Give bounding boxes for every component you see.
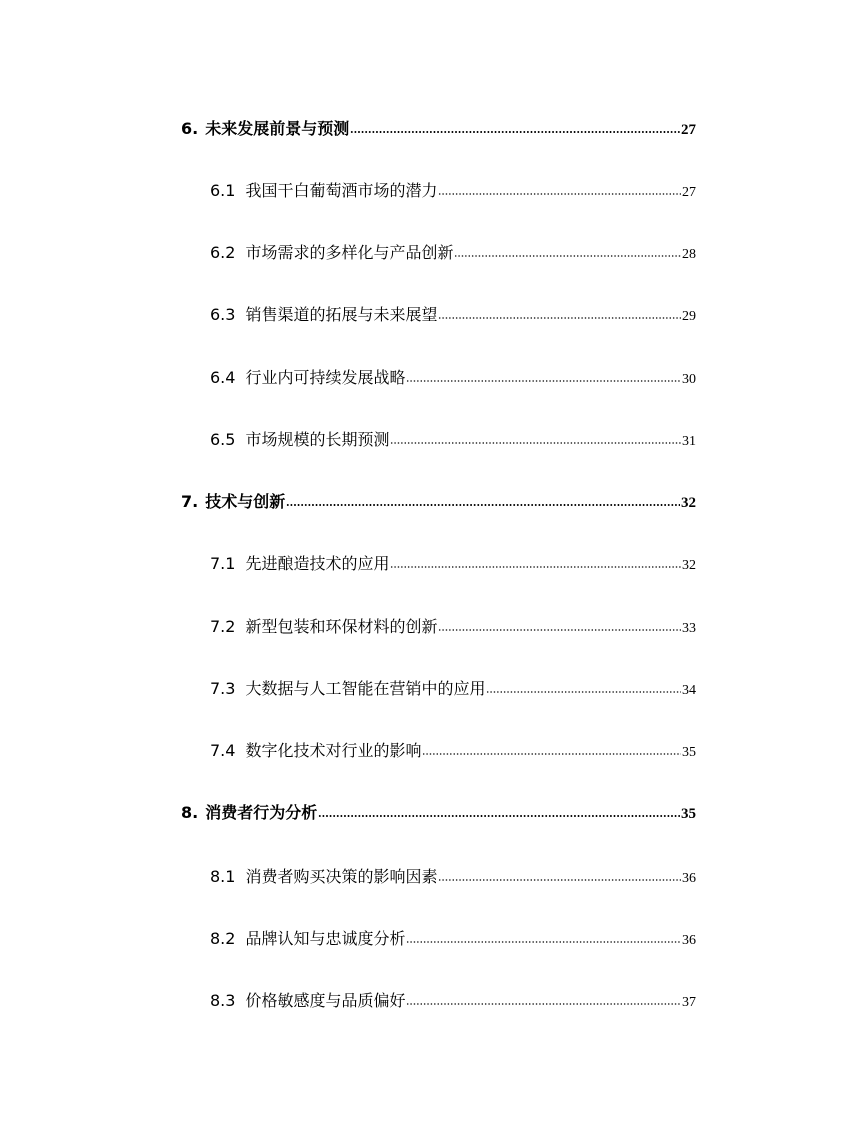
toc-entry-7-2[interactable] xyxy=(210,614,696,640)
toc-entry-number: 6. xyxy=(181,119,199,138)
toc-entry-number: 8.2 xyxy=(210,929,236,948)
toc-entry-number: 7.2 xyxy=(210,617,236,636)
toc-entry-7-4[interactable] xyxy=(210,738,696,764)
toc-entry-6-5[interactable] xyxy=(210,427,696,453)
toc-entry-page: 34 xyxy=(682,683,696,698)
toc-entry-page: 27 xyxy=(681,122,696,138)
toc-entry-chapter-6[interactable] xyxy=(181,116,696,142)
dot-leader xyxy=(350,131,680,133)
dot-leader xyxy=(438,193,681,195)
dot-leader xyxy=(406,380,681,382)
dot-leader xyxy=(438,879,681,881)
toc-entry-number: 7.3 xyxy=(210,679,236,698)
toc-entry-number: 6.3 xyxy=(210,305,236,324)
toc-entry-number: 6.2 xyxy=(210,243,236,262)
toc-entry-page: 30 xyxy=(682,372,696,387)
toc-entry-number: 8.1 xyxy=(210,867,236,886)
toc-entry-title: 大数据与人工智能在营销中的应用 xyxy=(245,679,486,698)
toc-entry-number: 6.5 xyxy=(210,430,236,449)
dot-leader xyxy=(486,691,681,693)
toc-entry-number: 7.1 xyxy=(210,554,236,573)
toc-entry-page: 29 xyxy=(682,309,696,324)
dot-leader xyxy=(438,629,681,631)
dot-leader xyxy=(390,442,681,444)
dot-leader xyxy=(406,941,681,943)
toc-entry-6-3[interactable] xyxy=(210,302,696,328)
toc-entry-8-2[interactable] xyxy=(210,926,696,952)
toc-entry-title: 技术与创新 xyxy=(205,492,286,511)
toc-entry-6-1[interactable] xyxy=(210,178,696,204)
toc-entry-page: 33 xyxy=(682,621,696,636)
toc-entry-7-1[interactable] xyxy=(210,551,696,577)
toc-entry-page: 32 xyxy=(682,558,696,573)
toc-entry-7-3[interactable] xyxy=(210,676,696,702)
toc-entry-page: 36 xyxy=(682,871,696,886)
toc-entry-chapter-7[interactable] xyxy=(181,489,696,515)
toc-entry-title: 消费者行为分析 xyxy=(205,803,318,822)
toc-entry-title: 价格敏感度与品质偏好 xyxy=(245,991,406,1010)
toc-entry-number: 8.3 xyxy=(210,991,236,1010)
dot-leader xyxy=(406,1003,681,1005)
toc-entry-title: 消费者购买决策的影响因素 xyxy=(245,867,438,886)
dot-leader xyxy=(454,255,681,257)
toc-entry-8-3[interactable] xyxy=(210,988,696,1014)
dot-leader xyxy=(318,815,680,817)
dot-leader xyxy=(438,317,681,319)
toc-entry-title: 销售渠道的拓展与未来展望 xyxy=(245,305,438,324)
toc-entry-title: 市场规模的长期预测 xyxy=(245,430,390,449)
dot-leader xyxy=(390,566,681,568)
toc-entry-page: 32 xyxy=(681,495,696,511)
toc-entry-page: 31 xyxy=(682,434,696,449)
dot-leader xyxy=(286,504,680,506)
toc-entry-number: 6.1 xyxy=(210,181,236,200)
toc-entry-title: 新型包装和环保材料的创新 xyxy=(245,617,438,636)
toc-entry-page: 35 xyxy=(682,745,696,760)
toc-entry-title: 市场需求的多样化与产品创新 xyxy=(245,243,454,262)
toc-entry-number: 6.4 xyxy=(210,368,236,387)
toc-entry-title: 行业内可持续发展战略 xyxy=(245,368,406,387)
toc-entry-number: 7. xyxy=(181,492,199,511)
toc-entry-title: 我国干白葡萄酒市场的潜力 xyxy=(245,181,438,200)
toc-entry-page: 36 xyxy=(682,933,696,948)
toc-entry-page: 35 xyxy=(681,806,696,822)
toc-entry-number: 7.4 xyxy=(210,741,236,760)
toc-entry-number: 8. xyxy=(181,803,199,822)
toc-entry-page: 37 xyxy=(682,995,696,1010)
toc-entry-title: 数字化技术对行业的影响 xyxy=(245,741,422,760)
toc-entry-title: 品牌认知与忠诚度分析 xyxy=(245,929,406,948)
toc-entry-6-2[interactable] xyxy=(210,240,696,266)
toc-entry-chapter-8[interactable] xyxy=(181,800,696,826)
dot-leader xyxy=(422,753,681,755)
toc-entry-6-4[interactable] xyxy=(210,365,696,391)
toc-entry-title: 先进酿造技术的应用 xyxy=(245,554,390,573)
toc-entry-8-1[interactable] xyxy=(210,864,696,890)
toc-entry-title: 未来发展前景与预测 xyxy=(205,119,350,138)
toc-entry-page: 28 xyxy=(682,247,696,262)
toc-entry-page: 27 xyxy=(682,185,696,200)
